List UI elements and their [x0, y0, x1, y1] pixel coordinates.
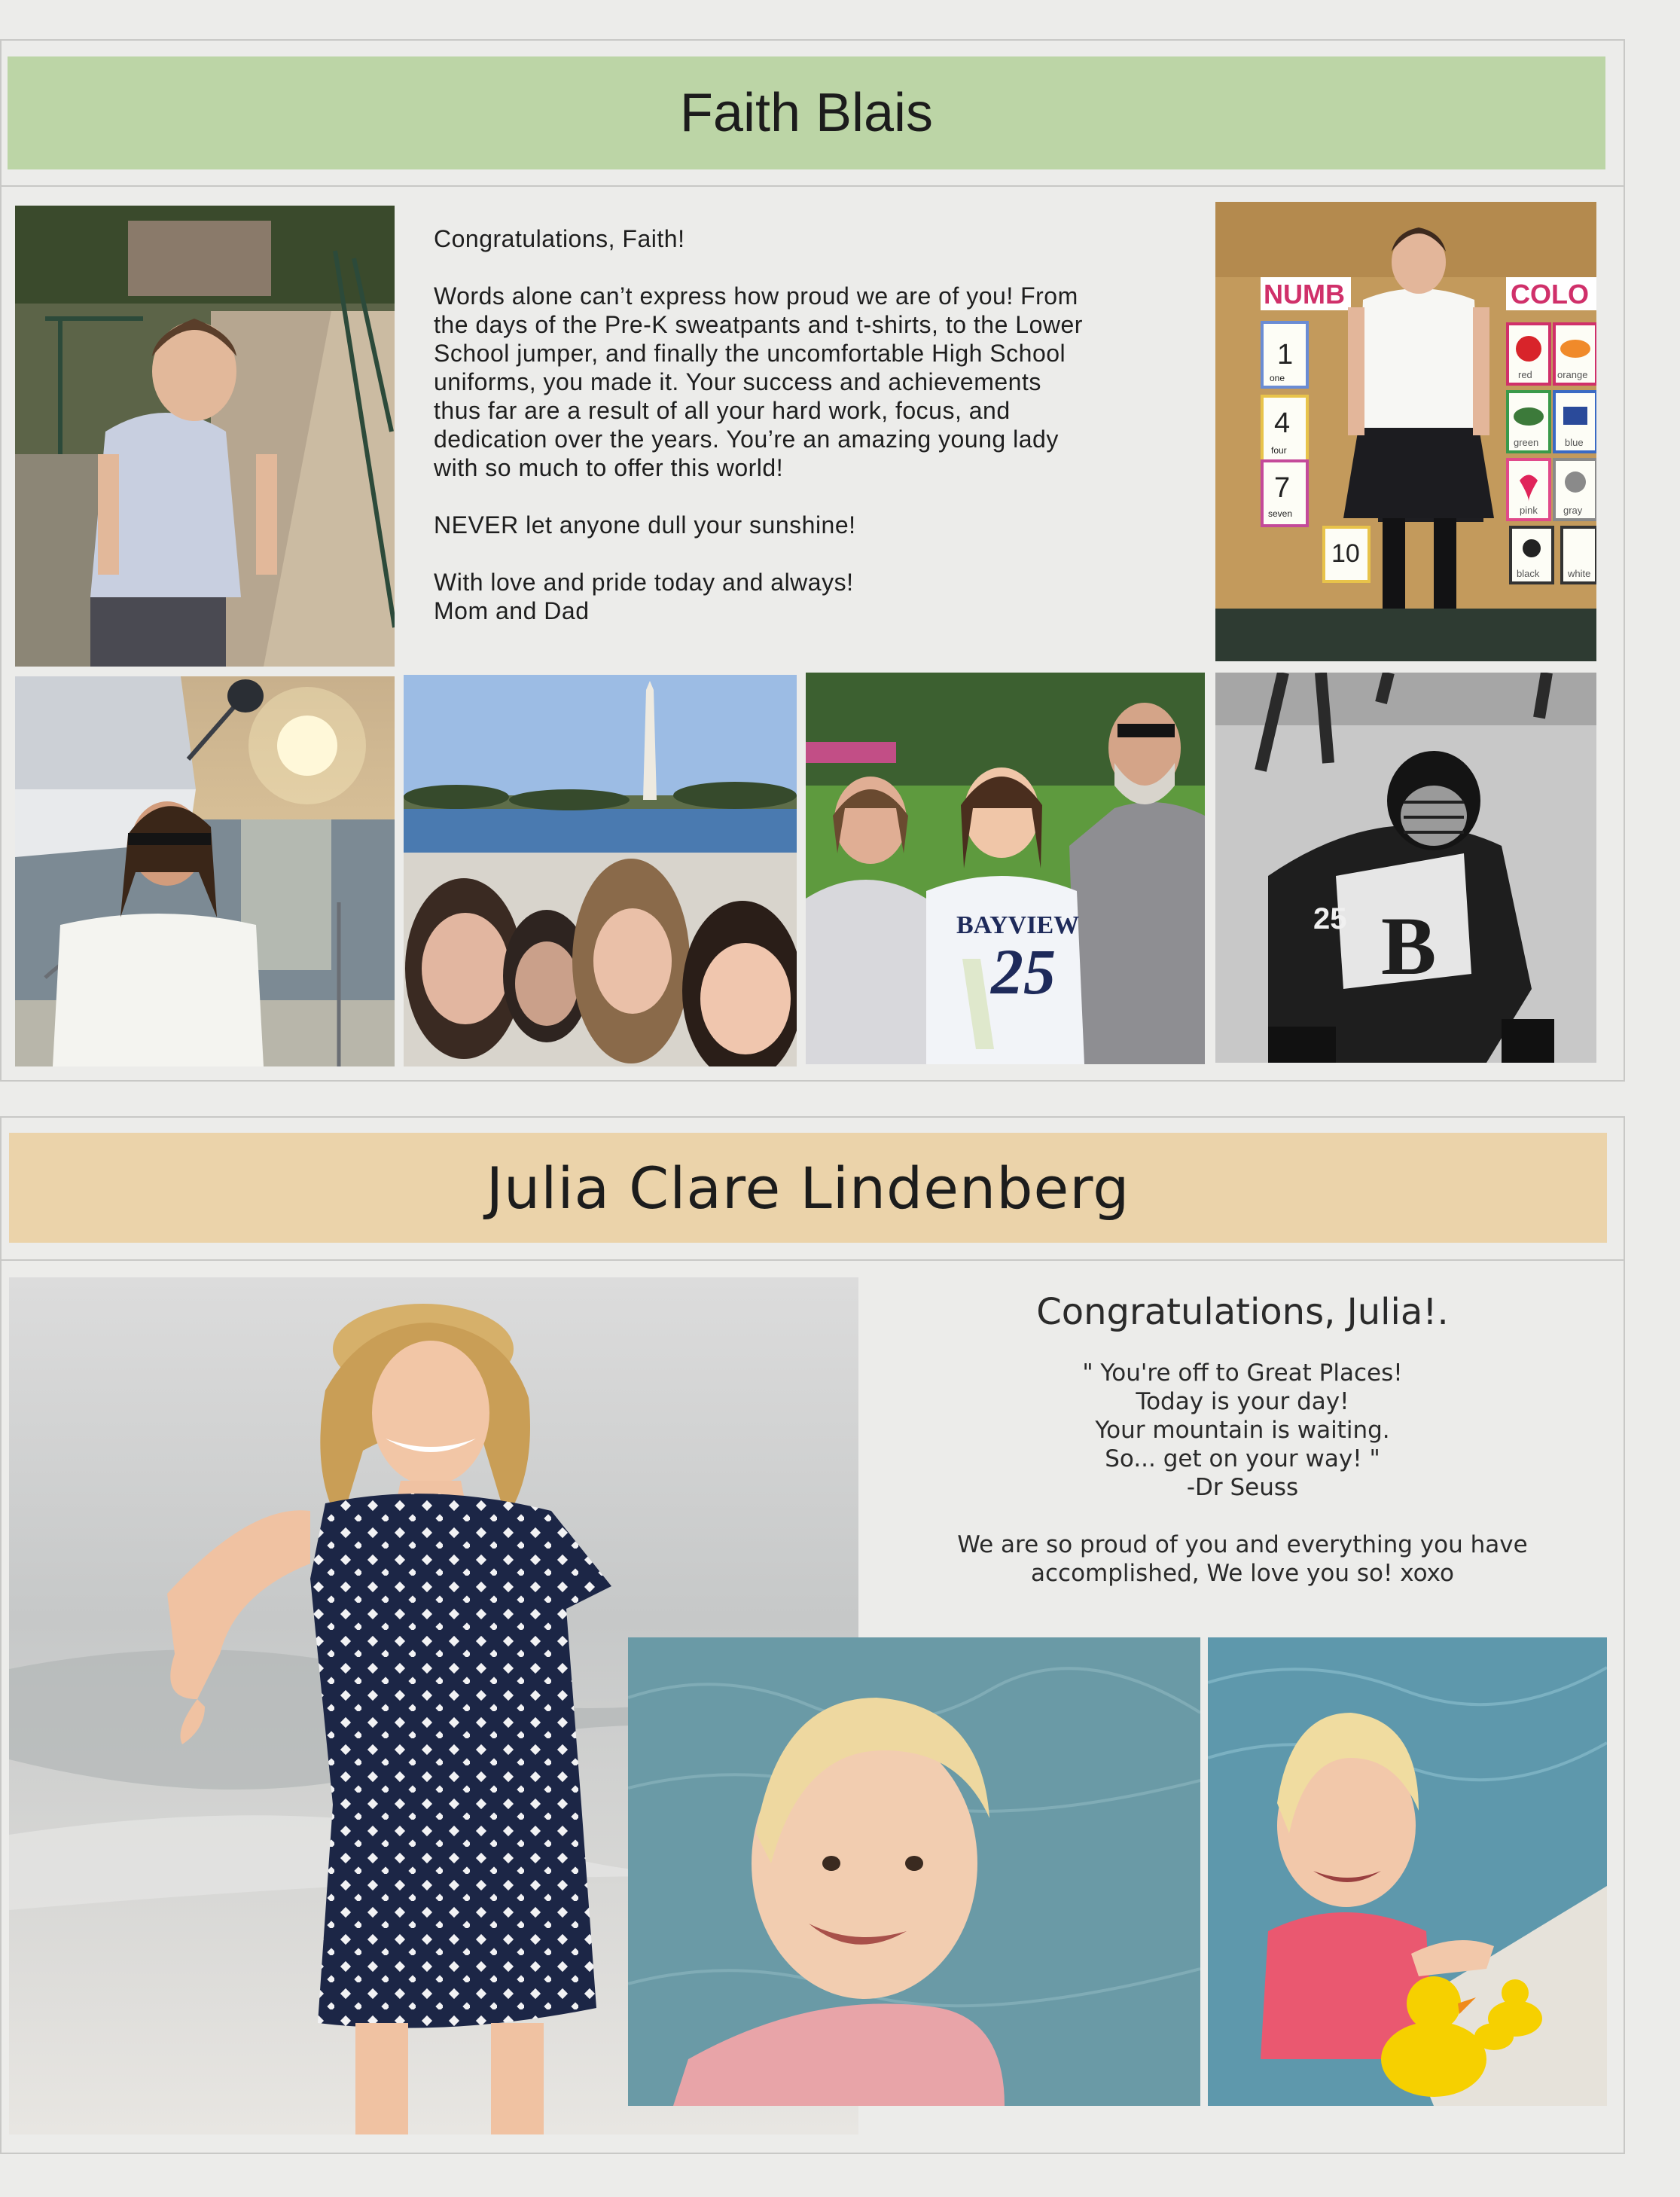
- faith-sunshine-line: NEVER let anyone dull your sunshine!: [434, 511, 856, 539]
- classroom-color-word: red: [1518, 369, 1532, 380]
- julia-quote-line: Today is your day!: [1136, 1388, 1349, 1415]
- classroom-color-word: pink: [1520, 505, 1538, 516]
- faith-paragraph-line: Words alone can’t express how proud we are of you! From: [434, 282, 1078, 310]
- classroom-number-card: 7: [1274, 472, 1291, 504]
- faith-paragraph-line: thus far are a result of all your hard work, focus, and: [434, 397, 1011, 424]
- faith-photo-family-bayview: [806, 673, 1205, 1064]
- classroom-color-word: green: [1514, 437, 1539, 448]
- faith-paragraph-line: uniforms, you made it. Your success and achievements: [434, 368, 1041, 395]
- classroom-color-word: white: [1568, 568, 1591, 579]
- julia-message-line: We are so proud of you and everything you have: [957, 1531, 1528, 1558]
- classroom-number-word: seven: [1268, 508, 1293, 519]
- faith-paragraph: [434, 282, 1172, 482]
- faith-paragraph-line: School jumper, and finally the uncomfortable High School: [434, 340, 1066, 367]
- classroom-color-word: blue: [1565, 437, 1584, 448]
- faith-name-title: Faith Blais: [679, 83, 934, 143]
- faith-photo-monument-selfie: [404, 675, 797, 1066]
- classroom-number-word: one: [1270, 373, 1285, 383]
- faith-name-banner: [8, 56, 1605, 169]
- faith-banner-rule: [0, 185, 1625, 187]
- faith-paragraph-line: the days of the Pre-K sweatpants and t-shirts, to the Lower: [434, 311, 1083, 338]
- julia-quote-line: So... get on your way! ": [1105, 1445, 1380, 1472]
- hockey-sleeve-number: 25: [1313, 902, 1347, 935]
- faith-photo-child-walkway: [15, 206, 395, 667]
- classroom-color-word: gray: [1563, 505, 1583, 516]
- julia-message: [889, 1291, 1596, 1588]
- classroom-number-word: four: [1271, 445, 1287, 456]
- julia-name-title: Julia Clare Lindenberg: [486, 1154, 1130, 1222]
- faith-paragraph-line: dedication over the years. You’re an amazing young lady: [434, 426, 1059, 453]
- julia-greeting: Congratulations, Julia!.: [1036, 1291, 1449, 1333]
- julia-quote-line: Your mountain is waiting.: [1095, 1417, 1390, 1444]
- julia-banner-rule: [0, 1259, 1625, 1261]
- faith-photo-classroom-uniform: [1215, 202, 1596, 661]
- julia-name-banner: [9, 1133, 1607, 1243]
- faith-photo-boat-sunset: [15, 676, 395, 1066]
- faith-greeting: Congratulations, Faith!: [434, 225, 685, 252]
- classroom-number-card: 4: [1274, 407, 1291, 439]
- faith-signature: Mom and Dad: [434, 597, 590, 624]
- classroom-left-sign: NUMB: [1264, 279, 1345, 310]
- julia-photo-toddler-ducks: [1208, 1637, 1607, 2106]
- julia-message-line: accomplished, We love you so! xoxo: [1031, 1560, 1454, 1587]
- classroom-number-card: 1: [1277, 339, 1294, 371]
- faith-paragraph-line: with so much to offer this world!: [434, 454, 784, 481]
- classroom-number-card: 10: [1331, 539, 1360, 568]
- classroom-color-word: black: [1517, 568, 1540, 579]
- family-jersey-number: 25: [991, 935, 1056, 1008]
- faith-letter: [434, 224, 1172, 625]
- julia-quote-attribution: -Dr Seuss: [1186, 1474, 1299, 1501]
- julia-quote-line: " You're off to Great Places!: [1082, 1359, 1403, 1387]
- family-jersey-text: BAYVIEW: [956, 911, 1080, 939]
- faith-photo-ice-hockey: [1215, 673, 1596, 1063]
- classroom-right-sign: COLO: [1511, 279, 1589, 310]
- classroom-color-word: orange: [1557, 369, 1588, 380]
- julia-photo-toddler-pool: [628, 1637, 1200, 2106]
- faith-closing: With love and pride today and always!: [434, 569, 854, 596]
- hockey-crest-letter: B: [1381, 900, 1437, 992]
